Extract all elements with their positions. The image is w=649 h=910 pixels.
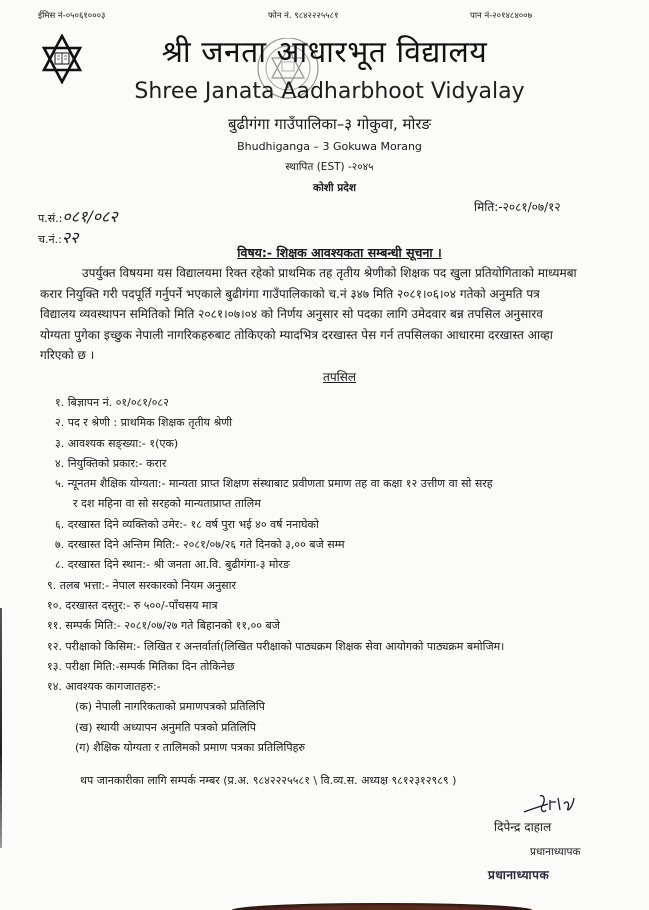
title-stamp: प्रधानाध्यापक — [488, 868, 550, 882]
scan-edge-shadow — [0, 608, 2, 848]
details-heading: तपसिल — [322, 370, 356, 384]
detail-item: २. पद र श्रेणी : प्राथमिक शिक्षक तृतीय श्रेणी — [55, 416, 233, 430]
body-paragraph — [40, 263, 649, 366]
body-line: करार नियुक्ति गरी पदपूर्ति गर्नुपर्ने भएकाले बुढीगंगा गाउँपालिकाको च.नं ३४७ मिति २०८१।०६।०४ गतेको अनुमति पत्र — [40, 286, 540, 301]
province: कोशी प्रदेश — [313, 182, 356, 194]
detail-subitem: (ख) स्थायी अध्यापन अनुमति पत्रको प्रतिलिपि — [75, 720, 256, 734]
address-english: Bhudhiganga – 3 Gokuwa Morang — [237, 140, 422, 153]
detail-item: ८. दरखास्त दिने स्थान:- श्री जनता आ.वि. बुढीगंगा-३ मोरङ — [55, 558, 290, 572]
school-name-english: Shree Janata Aadharbhoot Vidyalay — [134, 79, 525, 104]
ps-label: प.सं.: — [38, 212, 63, 225]
contact-line: थप जानकारीका लागि सम्पर्क नम्बर (प्र.अ. ९८४२२२५५८१ \ वि.व्य.स. अध्यक्ष ९८१२३१२९८९ ) — [80, 774, 457, 787]
handwritten-signature — [520, 790, 580, 820]
ps-value: ०८१/०८२ — [62, 207, 118, 226]
letter-reference-number — [38, 205, 118, 227]
detail-item: १०. दरखास्त दस्तुर:- रु ५००/-पाँचसय मात्र — [47, 598, 218, 612]
detail-item: १. बिज्ञापन नं. ०१/०८१/०८२ — [55, 396, 169, 409]
pan-number: पान नं-२०१४८४००७ — [470, 11, 533, 21]
details-list — [47, 393, 505, 758]
detail-item: १२. परीक्षाको किसिम:- लिखित र अन्तर्वार्ता(लिखित परीक्षाको पाठ्यक्रम शिक्षक सेवा आयोगको पाठ्यक्रम बमोजिम। — [47, 639, 505, 653]
detail-item: ६. दरखास्त दिने व्यक्तिको उमेर:- १८ वर्ष पुरा भई ४० वर्ष ननाघेको — [55, 517, 319, 531]
subject-heading: विषय:- शिक्षक आवश्यकता सम्बन्धी सूचना । — [237, 245, 442, 260]
detail-item: ७. दरखास्त दिने अन्तिम मिति:- २०८१/०७/२६ गते दिनको ३,०० बजे सम्म — [55, 538, 345, 552]
phone-number: फोन नं. ९८४२२२५५८१ — [268, 11, 339, 21]
body-line: गरिएको छ । — [40, 348, 95, 362]
detail-item: ११. सम्पर्क मिति:- २०८१/०७/२७ गते बिहानको ११,०० बजे — [47, 619, 280, 633]
emis-number: ईमिस नं-०५०६१०००३ — [38, 11, 106, 21]
body-line: विद्यालय व्यवस्थापन समितिको मिति २०८१।०७।०४ को निर्णय अनुसार सो पदका लागि उमेदवार बन्न तपसिल अनुसारव — [40, 307, 543, 321]
detail-item: ४. नियुक्तिको प्रकार:- करार — [55, 456, 167, 470]
detail-item: १४. आवश्यक कागजातहरु:- — [47, 680, 161, 694]
detail-item: ३. आवश्यक सङ्ख्या:- १(एक) — [55, 436, 179, 450]
address-nepali: बुढीगंगा गाउँपालिका–३ गोकुवा, मोरङ — [227, 115, 432, 133]
detail-subitem: (ग) शैक्षिक योग्यता र तालिमको प्रमाण पत्रका प्रतिलिपिहरु — [75, 741, 305, 755]
school-name-nepali: श्री जनता आधारभूत विद्यालय — [161, 35, 488, 70]
signer-title: प्रधानाध्यापक — [530, 846, 581, 858]
body-line: योग्यता पुगेका इच्छुक नेपाली नागरिकहरुबाट तोकिएको म्यादभित्र दरखास्त पेस गर्न तपसिलका आधारमा दरखास्त आव्हा — [40, 327, 553, 342]
detail-item-continuation: र दश महिना वा सो सरहको मान्यताप्राप्त तालिम — [73, 497, 261, 511]
chn-label: च.नं.: — [38, 233, 62, 246]
detail-item: ५. न्यूनतम शैक्षिक योग्यता:- मान्यता प्राप्त शिक्षण संस्थाबाट प्रवीणता प्रमाण तह वा कक्षा १२ उत्तीण वा सो सरह — [55, 477, 493, 491]
detail-subitem: (क) नेपाली नागरिकताको प्रमाणपत्रको प्रतिलिपि — [75, 700, 265, 714]
body-line: उपर्युक्त विषयमा यस विद्यालयमा रिक्त रहेको प्राथमिक तह तृतीय श्रेणीको शिक्षक पद खुला प्रतियोगिताको माध्यमबा — [82, 266, 577, 280]
chn-value: २२ — [61, 228, 79, 247]
detail-item: १३. परीक्षा मिति:-सम्पर्क मितिका दिन तोकिनेछ — [47, 659, 235, 673]
signer-name: दिपेन्द्र दाहाल — [494, 820, 552, 834]
letter-date: मिति:-२०८१/०७/१२ — [474, 200, 561, 214]
detail-item: ९. तलब भत्ता:- नेपाल सरकारको नियम अनुसार — [47, 578, 236, 592]
scan-bottom-shadow — [232, 903, 532, 910]
established-year: स्थापित (EST) -२०४५ — [285, 161, 374, 173]
